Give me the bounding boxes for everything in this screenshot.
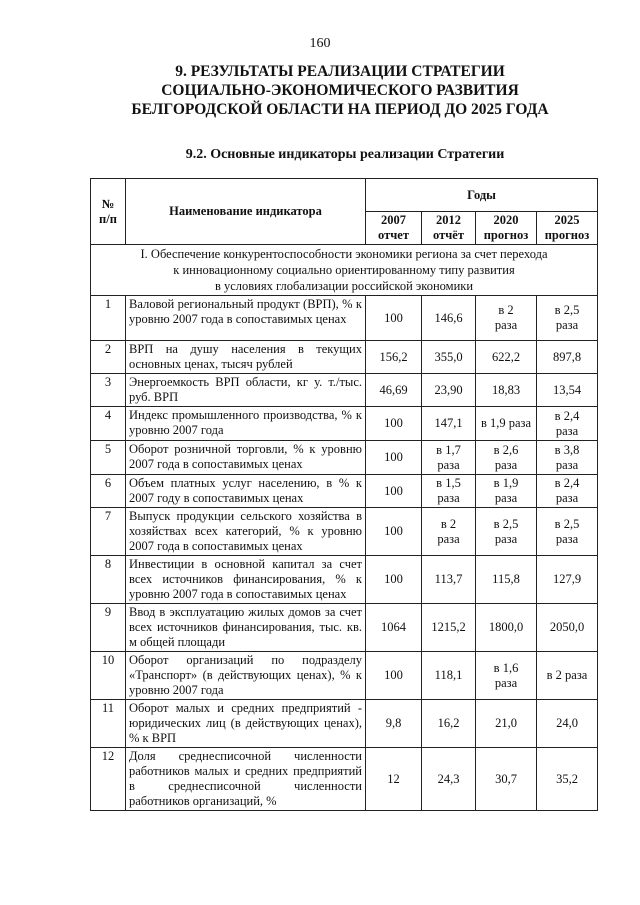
value-2007: 100 bbox=[366, 407, 422, 441]
page-number: 160 bbox=[309, 36, 331, 51]
table-row bbox=[91, 748, 598, 811]
value-2020: в 2,5 раза bbox=[476, 508, 537, 556]
heading-line-2: СОЦИАЛЬНО-ЭКОНОМИЧЕСКОГО РАЗВИТИЯ bbox=[161, 82, 519, 99]
indicator-name: Доля среднесписочной численности работников малых и средних предприятий в среднесписочной численности работников организаций, % bbox=[126, 748, 366, 811]
section-line-3: в условиях глобализации российской экономики bbox=[214, 279, 474, 293]
value-2007: 100 bbox=[366, 508, 422, 556]
row-number: 10 bbox=[91, 652, 126, 700]
table-row bbox=[91, 407, 598, 441]
section-line-2: к инновационному социально ориентированному типу развития bbox=[173, 263, 515, 277]
header-year-label: 2020 bbox=[493, 213, 519, 227]
row-number: 7 bbox=[91, 508, 126, 556]
header-year-status: отчёт bbox=[433, 228, 464, 242]
value-2025: в 2,4 раза bbox=[537, 475, 598, 508]
row-number: 8 bbox=[91, 556, 126, 604]
indicator-name: Ввод в эксплуатацию жилых домов за счет всех источников финансирования, тыс. кв. м общей площади bbox=[126, 604, 366, 652]
value-2020: 21,0 bbox=[476, 700, 537, 748]
value-2012: 147,1 bbox=[422, 407, 476, 441]
indicator-name: Инвестиции в основной капитал за счет всех источников финансирования, % к уровню 2007 года в сопоставимых ценах bbox=[126, 556, 366, 604]
value-2012: 24,3 bbox=[422, 748, 476, 811]
value-2020: в 2 раза bbox=[476, 296, 537, 341]
value-2025: в 2,5 раза bbox=[537, 296, 598, 341]
value-2007: 100 bbox=[366, 652, 422, 700]
table-row bbox=[91, 374, 598, 407]
value-2012: 146,6 bbox=[422, 296, 476, 341]
section-line-1: I. Обеспечение конкурентоспособности экономики региона за счет перехода bbox=[140, 247, 548, 261]
indicators-table bbox=[90, 178, 598, 811]
value-2007: 100 bbox=[366, 556, 422, 604]
value-2020: в 2,6 раза bbox=[476, 441, 537, 475]
row-number: 6 bbox=[91, 475, 126, 508]
value-2025: 13,54 bbox=[537, 374, 598, 407]
header-year-label: 2025 bbox=[554, 213, 580, 227]
value-2025: в 3,8 раза bbox=[537, 441, 598, 475]
header-year-2012 bbox=[422, 212, 476, 245]
value-2012: 113,7 bbox=[422, 556, 476, 604]
value-2025: 897,8 bbox=[537, 341, 598, 374]
section-title bbox=[91, 245, 598, 296]
header-num: № п/п bbox=[91, 179, 126, 245]
row-number: 1 bbox=[91, 296, 126, 341]
value-2007: 9,8 bbox=[366, 700, 422, 748]
value-2012: 23,90 bbox=[422, 374, 476, 407]
value-2007: 156,2 bbox=[366, 341, 422, 374]
value-2020: в 1,9 раза bbox=[476, 407, 537, 441]
indicator-name: Энергоемкость ВРП области, кг у. т./тыс. руб. ВРП bbox=[126, 374, 366, 407]
indicator-name: Оборот организаций по подразделу «Транспорт» (в действующих ценах), % к уровню 2007 года bbox=[126, 652, 366, 700]
header-year-label: 2012 bbox=[436, 213, 461, 227]
table-row bbox=[91, 604, 598, 652]
value-2025: в 2,4 раза bbox=[537, 407, 598, 441]
header-name: Наименование индикатора bbox=[126, 179, 366, 245]
value-2025: в 2 раза bbox=[537, 652, 598, 700]
indicator-name: Выпуск продукции сельского хозяйства в хозяйствах всех категорий, % к уровню 2007 года в сопоставимых ценах bbox=[126, 508, 366, 556]
value-2007: 100 bbox=[366, 296, 422, 341]
value-2012: в 1,7 раза bbox=[422, 441, 476, 475]
indicator-name: Объем платных услуг населению, в % к 2007 году в сопоставимых ценах bbox=[126, 475, 366, 508]
table-row bbox=[91, 296, 598, 341]
header-year-status: прогноз bbox=[544, 228, 590, 242]
table-row bbox=[91, 341, 598, 374]
indicator-name: Оборот розничной торговли, % к уровню 2007 года в сопоставимых ценах bbox=[126, 441, 366, 475]
value-2020: 30,7 bbox=[476, 748, 537, 811]
row-number: 9 bbox=[91, 604, 126, 652]
indicator-name: Индекс промышленного производства, % к уровню 2007 года bbox=[126, 407, 366, 441]
value-2025: 24,0 bbox=[537, 700, 598, 748]
table-row bbox=[91, 700, 598, 748]
header-year-label: 2007 bbox=[381, 213, 406, 227]
row-number: 12 bbox=[91, 748, 126, 811]
value-2025: в 2,5 раза bbox=[537, 508, 598, 556]
header-year-2020 bbox=[476, 212, 537, 245]
indicator-name: Валовой региональный продукт (ВРП), % к уровню 2007 года в сопоставимых ценах bbox=[126, 296, 366, 341]
row-number: 2 bbox=[91, 341, 126, 374]
indicator-name: ВРП на душу населения в текущих основных ценах, тысяч рублей bbox=[126, 341, 366, 374]
header-year-2007 bbox=[366, 212, 422, 245]
value-2007: 100 bbox=[366, 475, 422, 508]
value-2007: 100 bbox=[366, 441, 422, 475]
heading-line-1: 9. РЕЗУЛЬТАТЫ РЕАЛИЗАЦИИ СТРАТЕГИИ bbox=[175, 63, 505, 80]
value-2012: 118,1 bbox=[422, 652, 476, 700]
value-2007: 1064 bbox=[366, 604, 422, 652]
row-number: 4 bbox=[91, 407, 126, 441]
row-number: 3 bbox=[91, 374, 126, 407]
subsection-heading: 9.2. Основные индикаторы реализации Стратегии bbox=[185, 147, 505, 162]
table-row bbox=[91, 652, 598, 700]
value-2007: 46,69 bbox=[366, 374, 422, 407]
value-2020: 622,2 bbox=[476, 341, 537, 374]
value-2020: 18,83 bbox=[476, 374, 537, 407]
value-2012: 16,2 bbox=[422, 700, 476, 748]
heading-line-3: БЕЛГОРОДСКОЙ ОБЛАСТИ НА ПЕРИОД ДО 2025 ГОДА bbox=[131, 101, 549, 118]
indicator-name: Оборот малых и средних предприятий - юридических лиц (в действующих ценах), % к ВРП bbox=[126, 700, 366, 748]
value-2025: 127,9 bbox=[537, 556, 598, 604]
value-2012: 1215,2 bbox=[422, 604, 476, 652]
value-2020: в 1,9 раза bbox=[476, 475, 537, 508]
value-2025: 2050,0 bbox=[537, 604, 598, 652]
row-number: 11 bbox=[91, 700, 126, 748]
value-2012: 355,0 bbox=[422, 341, 476, 374]
header-years: Годы bbox=[366, 179, 598, 212]
value-2020: в 1,6 раза bbox=[476, 652, 537, 700]
table-row bbox=[91, 441, 598, 475]
value-2025: 35,2 bbox=[537, 748, 598, 811]
value-2020: 115,8 bbox=[476, 556, 537, 604]
header-year-status: прогноз bbox=[483, 228, 529, 242]
row-number: 5 bbox=[91, 441, 126, 475]
table-row bbox=[91, 508, 598, 556]
value-2007: 12 bbox=[366, 748, 422, 811]
value-2012: в 1,5 раза bbox=[422, 475, 476, 508]
value-2020: 1800,0 bbox=[476, 604, 537, 652]
section-heading bbox=[100, 62, 580, 119]
table-row bbox=[91, 556, 598, 604]
table-row bbox=[91, 475, 598, 508]
header-year-status: отчет bbox=[378, 228, 409, 242]
header-year-2025 bbox=[537, 212, 598, 245]
value-2012: в 2 раза bbox=[422, 508, 476, 556]
